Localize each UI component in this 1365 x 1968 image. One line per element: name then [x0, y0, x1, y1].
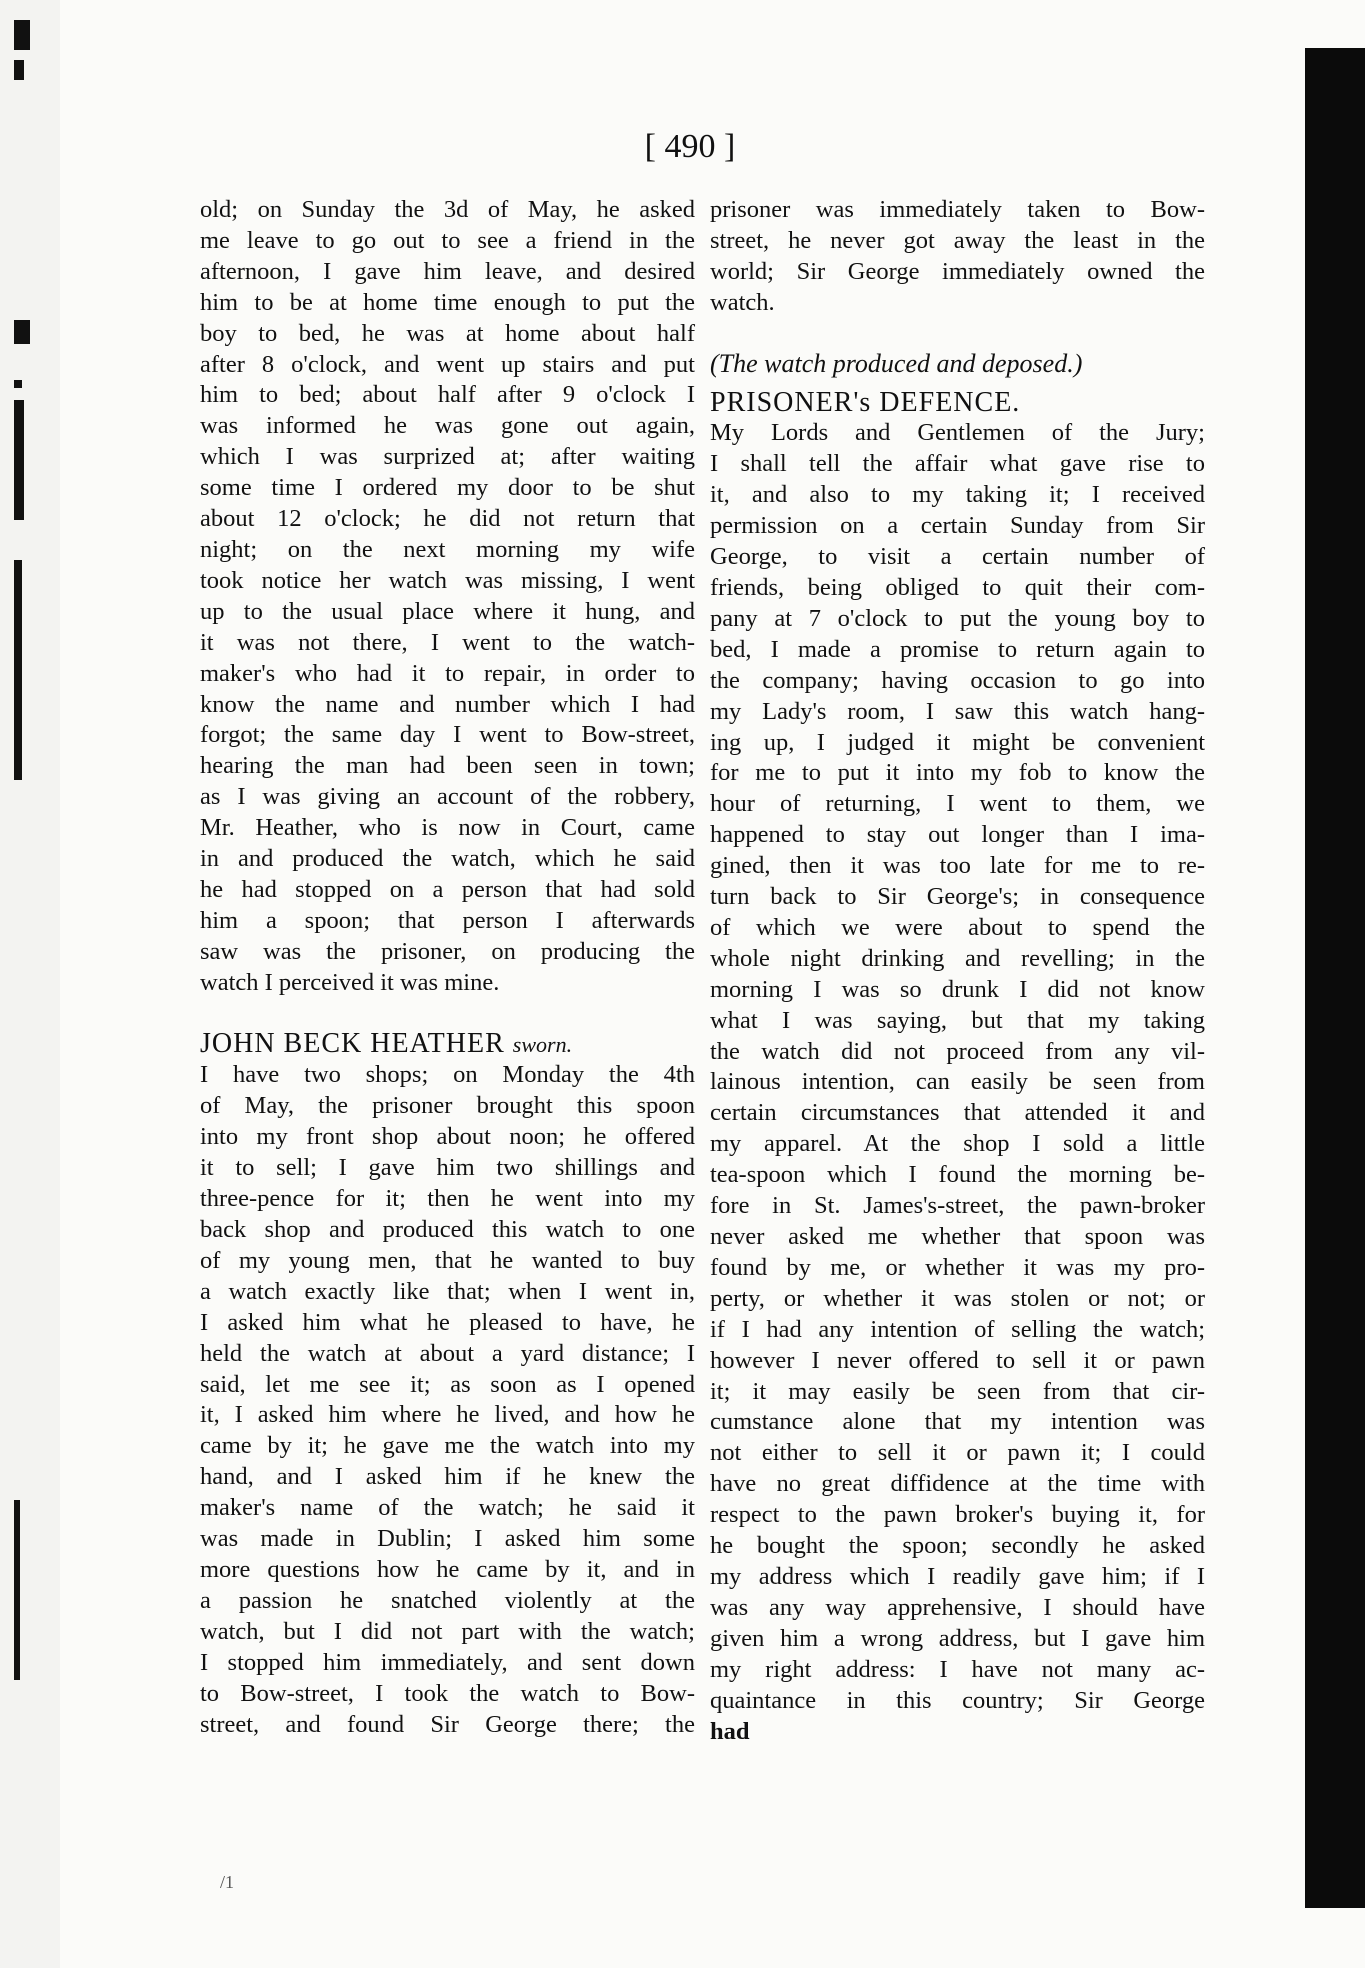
text-line: after 8 o'clock, and went up stairs and put	[200, 350, 695, 378]
text-line: forgot; the same day I went to Bow-street,	[200, 721, 695, 749]
text-line: afternoon, I gave him leave, and desired	[200, 257, 695, 285]
text-line: Mr. Heather, who is now in Court, came	[200, 814, 695, 842]
text-line: prisoner was immediately taken to Bow-	[710, 196, 1205, 223]
right-column	[710, 195, 1205, 1747]
text-line: found by me, or whether it was my pro-	[710, 1253, 1205, 1281]
text-line: to Bow-street, I took the watch to Bow-	[200, 1679, 695, 1707]
text-line: he bought the spoon; secondly he asked	[710, 1532, 1205, 1560]
text-line: hearing the man had been seen in town;	[200, 752, 695, 780]
text-line: hour of returning, I went to them, we	[710, 790, 1205, 818]
text-line: given him a wrong address, but I gave him	[710, 1624, 1205, 1652]
text-line: have no great diffidence at the time with	[710, 1470, 1205, 1498]
text-line: certain circumstances that attended it and	[710, 1099, 1205, 1127]
text-line: fore in St. James's-street, the pawn-broker	[710, 1192, 1205, 1220]
defence-heading: PRISONER's DEFENCE.	[710, 386, 1021, 418]
text-line: boy to bed, he was at home about half	[200, 319, 695, 347]
text-line: lainous intention, can easily be seen from	[710, 1068, 1205, 1096]
text-line: maker's who had it to repair, in order to	[200, 659, 695, 687]
text-line: not either to sell it or pawn it; I could	[710, 1439, 1205, 1467]
text-line: was made in Dublin; I asked him some	[200, 1525, 695, 1553]
text-line: as I was giving an account of the robbery,	[200, 783, 695, 811]
text-line: watch I perceived it was mine.	[200, 968, 500, 996]
text-line: friends, being obliged to quit their com-	[710, 573, 1205, 601]
text-line: it, I asked him where he lived, and how he	[200, 1401, 695, 1429]
text-line: he had stopped on a person that had sold	[200, 875, 695, 903]
text-line: watch, but I did not part with the watch;	[200, 1617, 695, 1645]
catchword: had	[710, 1717, 750, 1745]
text-line: permission on a certain Sunday from Sir	[710, 512, 1205, 540]
witness-sworn: sworn.	[512, 1031, 573, 1057]
text-line: some time I ordered my door to be shut	[200, 474, 695, 502]
text-line: I shall tell the affair what gave rise to	[710, 450, 1205, 478]
text-line: quaintance in this country; Sir George	[710, 1686, 1205, 1714]
text-line: of May, the prisoner brought this spoon	[200, 1092, 695, 1120]
text-line: it was not there, I went to the watch-	[200, 628, 695, 656]
left-text-block-2	[200, 1060, 695, 1740]
text-line: in and produced the watch, which he said	[200, 845, 695, 873]
text-line: me leave to go out to see a friend in the	[200, 226, 695, 254]
left-text-block-1	[200, 195, 695, 999]
text-line: morning I was so drunk I did not know	[710, 975, 1205, 1003]
text-line: world; Sir George immediately owned the	[710, 257, 1205, 285]
stage-note: (The watch produced and deposed.)	[710, 348, 1083, 378]
text-line: of my young men, that he wanted to buy	[200, 1246, 695, 1274]
text-line: maker's name of the watch; he said it	[200, 1494, 695, 1522]
text-line: him to bed; about half after 9 o'clock I	[200, 381, 695, 409]
text-line: was informed he was gone out again,	[200, 412, 695, 440]
text-line: a passion he snatched violently at the	[200, 1586, 695, 1614]
text-line: watch.	[710, 288, 775, 316]
text-line: never asked me whether that spoon was	[710, 1223, 1205, 1250]
text-line: perty, or whether it was stolen or not; or	[710, 1284, 1205, 1312]
text-line: him to be at home time enough to put the	[200, 288, 695, 316]
text-line: held the watch at about a yard distance; I	[200, 1339, 695, 1367]
text-line: up to the usual place where it hung, and	[200, 597, 695, 625]
text-line: it; it may easily be seen from that cir-	[710, 1377, 1205, 1405]
text-line: turn back to Sir George's; in consequence	[710, 883, 1205, 911]
text-line: hand, and I asked him if he knew the	[200, 1463, 695, 1491]
text-line: my apparel. At the shop I sold a little	[710, 1130, 1205, 1158]
witness-name: JOHN BECK HEATHER	[200, 1027, 505, 1059]
right-text-block-2	[710, 418, 1205, 1716]
right-text-block-1	[710, 195, 1205, 319]
text-line: said, let me see it; as soon as I opened	[200, 1370, 695, 1398]
text-line: bed, I made a promise to return again to	[710, 635, 1205, 663]
text-line: of which we were about to spend the	[710, 913, 1205, 941]
text-line: saw was the prisoner, on producing the	[200, 937, 695, 965]
text-line: old; on Sunday the 3d of May, he asked	[200, 196, 695, 223]
text-line: respect to the pawn broker's buying it, for	[710, 1501, 1205, 1529]
text-line: came by it; he gave me the watch into my	[200, 1432, 695, 1460]
text-line: which I was surprized at; after waiting	[200, 443, 695, 471]
text-line: gined, then it was too late for me to re-	[710, 852, 1205, 880]
text-line: ing up, I judged it might be convenient	[710, 728, 1205, 756]
text-line: happened to stay out longer than I ima-	[710, 821, 1205, 849]
text-line: George, to visit a certain number of	[710, 543, 1205, 571]
text-line: street, he never got away the least in the	[710, 226, 1205, 254]
text-line: cumstance alone that my intention was	[710, 1408, 1205, 1436]
witness-heading	[200, 1029, 695, 1061]
text-line: a watch exactly like that; when I went in,	[200, 1277, 695, 1305]
text-line: tea-spoon which I found the morning be-	[710, 1161, 1205, 1189]
text-line: what I was saying, but that my taking	[710, 1006, 1205, 1034]
right-shadow-edge	[1305, 48, 1365, 1908]
text-line: the company; having occasion to go into	[710, 666, 1205, 694]
text-line: whole night drinking and revelling; in the	[710, 944, 1205, 972]
text-line: I have two shops; on Monday the 4th	[200, 1061, 695, 1089]
text-line: him a spoon; that person I afterwards	[200, 906, 695, 934]
text-line: it to sell; I gave him two shillings and	[200, 1154, 695, 1182]
text-line: the watch did not proceed from any vil-	[710, 1037, 1205, 1065]
page-number: [ 490 ]	[644, 128, 736, 165]
text-line: about 12 o'clock; he did not return that	[200, 505, 695, 533]
text-line: however I never offered to sell it or pawn	[710, 1346, 1205, 1374]
text-line: into my front shop about noon; he offered	[200, 1123, 695, 1151]
text-line: three-pence for it; then he went into my	[200, 1185, 695, 1213]
text-line: it, and also to my taking it; I received	[710, 481, 1205, 509]
text-line: more questions how he came by it, and in	[200, 1555, 695, 1583]
text-line: my right address: I have not many ac-	[710, 1655, 1205, 1683]
text-line: I asked him what he pleased to have, he	[200, 1308, 695, 1336]
text-line: street, and found Sir George there; the	[200, 1710, 695, 1738]
footer-mark: /1	[220, 1872, 235, 1892]
text-line: I stopped him immediately, and sent down	[200, 1648, 695, 1676]
text-line: my Lady's room, I saw this watch hang-	[710, 697, 1205, 725]
text-line: my address which I readily gave him; if I	[710, 1562, 1205, 1590]
text-line: if I had any intention of selling the watch;	[710, 1315, 1205, 1343]
text-line: was any way apprehensive, I should have	[710, 1593, 1205, 1621]
text-line: pany at 7 o'clock to put the young boy to	[710, 604, 1205, 632]
text-line: took notice her watch was missing, I went	[200, 566, 695, 594]
text-line: night; on the next morning my wife	[200, 535, 695, 563]
text-line: My Lords and Gentlemen of the Jury;	[710, 419, 1205, 447]
left-binding-edge	[0, 0, 60, 1968]
left-column	[200, 195, 695, 1740]
text-line: for me to put it into my fob to know the	[710, 759, 1205, 787]
text-line: know the name and number which I had	[200, 690, 695, 718]
text-line: back shop and produced this watch to one	[200, 1216, 695, 1243]
